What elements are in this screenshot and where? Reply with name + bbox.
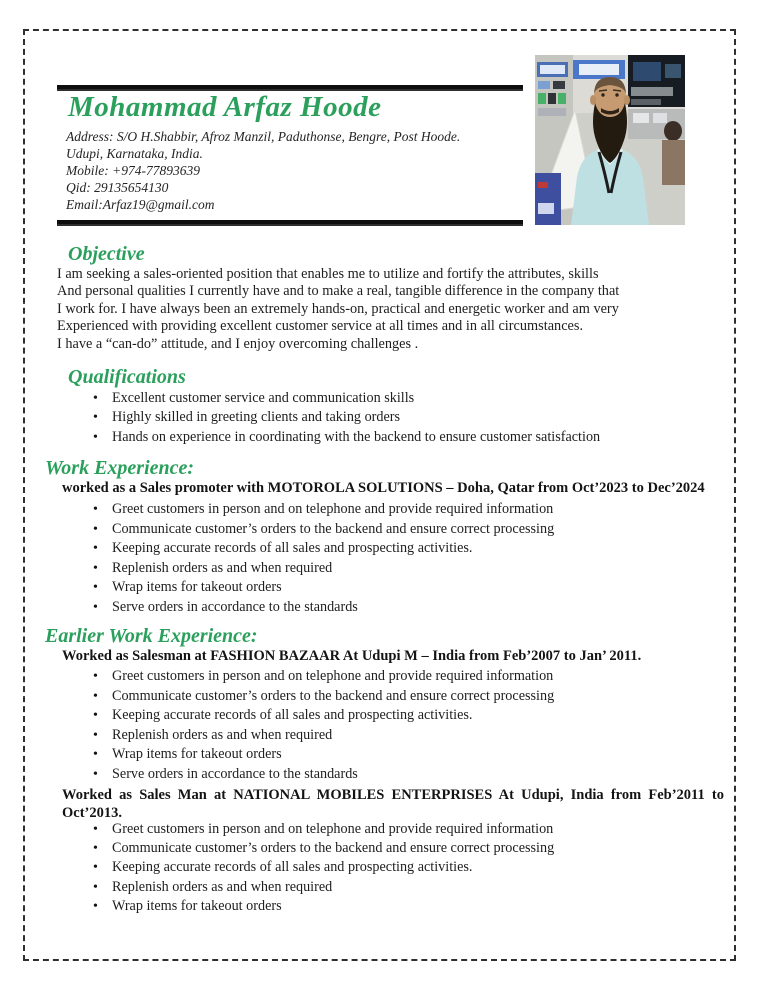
bullet-text: • Communicate customer’s orders to the backend and ensure correct processing [112, 687, 555, 704]
bullet-text: • Greet customers in person and on telephone and provide required information [112, 821, 554, 837]
bullet-item [57, 858, 747, 877]
bullet-item [57, 765, 747, 785]
bullet-text: • Greet customers in person and on telephone and provide required information [112, 668, 554, 684]
fashion-bazaar-duties-list [57, 667, 747, 784]
bullet-text: • Highly skilled in greeting clients and taking orders [112, 409, 401, 426]
bullet-item [57, 687, 747, 707]
section-title-objective: Objective [68, 243, 145, 265]
bullet-text: • Keeping accurate records of all sales and prospecting activities. [112, 859, 473, 876]
bullet-item [57, 500, 747, 520]
bullet-item [57, 726, 747, 746]
section-title-qualifications: Qualifications [68, 366, 186, 388]
bullet-text: • Replenish orders as and when required [112, 726, 333, 743]
bullet-item [57, 428, 747, 447]
bullet-text: • Wrap items for takeout orders [112, 897, 282, 914]
section-title-work-experience: Work Experience: [45, 457, 195, 479]
bullet-item [57, 839, 747, 858]
job-heading-motorola: worked as a Sales promoter with MOTOROLA SOLUTIONS – Doha, Qatar from Oct’2023 to Dec’2024 [62, 480, 705, 496]
qualifications-list [57, 389, 747, 447]
bullet-text: • Serve orders in accordance to the standards [112, 765, 358, 782]
bullet-text: • Serve orders in accordance to the standards [112, 598, 358, 615]
objective-line: Experienced with providing excellent customer service at all times and in all circumstances. [57, 318, 584, 335]
bullet-text: • Wrap items for takeout orders [112, 579, 282, 595]
contact-qid: Qid: 29135654130 [66, 180, 169, 195]
bullet-item [57, 578, 747, 598]
contact-block [66, 128, 460, 213]
bullet-item [57, 745, 747, 765]
job-heading-national-mobiles [62, 787, 724, 822]
objective-line: I work for. I have always been an extremely hands-on, practical and energetic worker and am very [57, 300, 619, 317]
bullet-text: • Hands on experience in coordinating with the backend to ensure customer satisfaction [112, 428, 601, 445]
bullet-item [57, 408, 747, 427]
bullet-item [57, 667, 747, 687]
bullet-text: • Excellent customer service and communication skills [112, 390, 415, 406]
bullet-item [57, 598, 747, 618]
contact-email: Email:Arfaz19@gmail.com [66, 197, 215, 212]
bullet-item [57, 389, 747, 408]
profile-photo [535, 55, 685, 225]
objective-line: I am seeking a sales-oriented position that enables me to utilize and fortify the attributes, skills [57, 266, 599, 282]
bullet-text: • Keeping accurate records of all sales and prospecting activities. [112, 540, 473, 556]
bullet-text: • Wrap items for takeout orders [112, 746, 282, 762]
bullet-item [57, 820, 747, 839]
header-bottom-rule [57, 220, 523, 226]
objective-line: I have a “can-do” attitude, and I enjoy overcoming challenges . [57, 335, 419, 352]
bullet-item [57, 559, 747, 579]
bullet-item [57, 520, 747, 540]
bullet-text: • Replenish orders as and when required [112, 559, 333, 576]
objective-text [57, 266, 747, 353]
bullet-text: • Greet customers in person and on telephone and provide required information [112, 501, 554, 517]
bullet-item [57, 878, 747, 897]
bullet-text: • Replenish orders as and when required [112, 878, 333, 895]
job-heading-line2: Oct’2013. [62, 804, 122, 821]
national-mobiles-duties-list [57, 820, 747, 916]
motorola-duties-list [57, 500, 747, 617]
objective-line: And personal qualities I currently have and to make a real, tangible difference in the company that [57, 283, 620, 300]
candidate-name: Mohammad Arfaz Hoode [68, 91, 382, 123]
bullet-text: • Keeping accurate records of all sales and prospecting activities. [112, 707, 473, 723]
contact-address-line2: Udupi, Karnataka, India. [66, 146, 203, 161]
bullet-item [57, 897, 747, 916]
bullet-text: • Communicate customer’s orders to the backend and ensure correct processing [112, 840, 555, 857]
bullet-item [57, 539, 747, 559]
job-heading-fashion-bazaar: Worked as Salesman at FASHION BAZAAR At Udupi M – India from Feb’2007 to Jan’ 2011. [62, 648, 642, 664]
contact-address-line1: Address: S/O H.Shabbir, Afroz Manzil, Paduthonse, Bengre, Post Hoode. [66, 129, 461, 144]
section-title-earlier-work-experience: Earlier Work Experience: [45, 625, 258, 647]
contact-mobile: Mobile: +974-77893639 [66, 163, 200, 178]
job-heading-line1: Worked as Sales Man at NATIONAL MOBILES ENTERPRISES At Udupi, India from Feb’2011 to [62, 787, 724, 803]
profile-photo-illustration [535, 55, 685, 225]
bullet-item [57, 706, 747, 726]
bullet-text: • Communicate customer’s orders to the backend and ensure correct processing [112, 520, 555, 537]
